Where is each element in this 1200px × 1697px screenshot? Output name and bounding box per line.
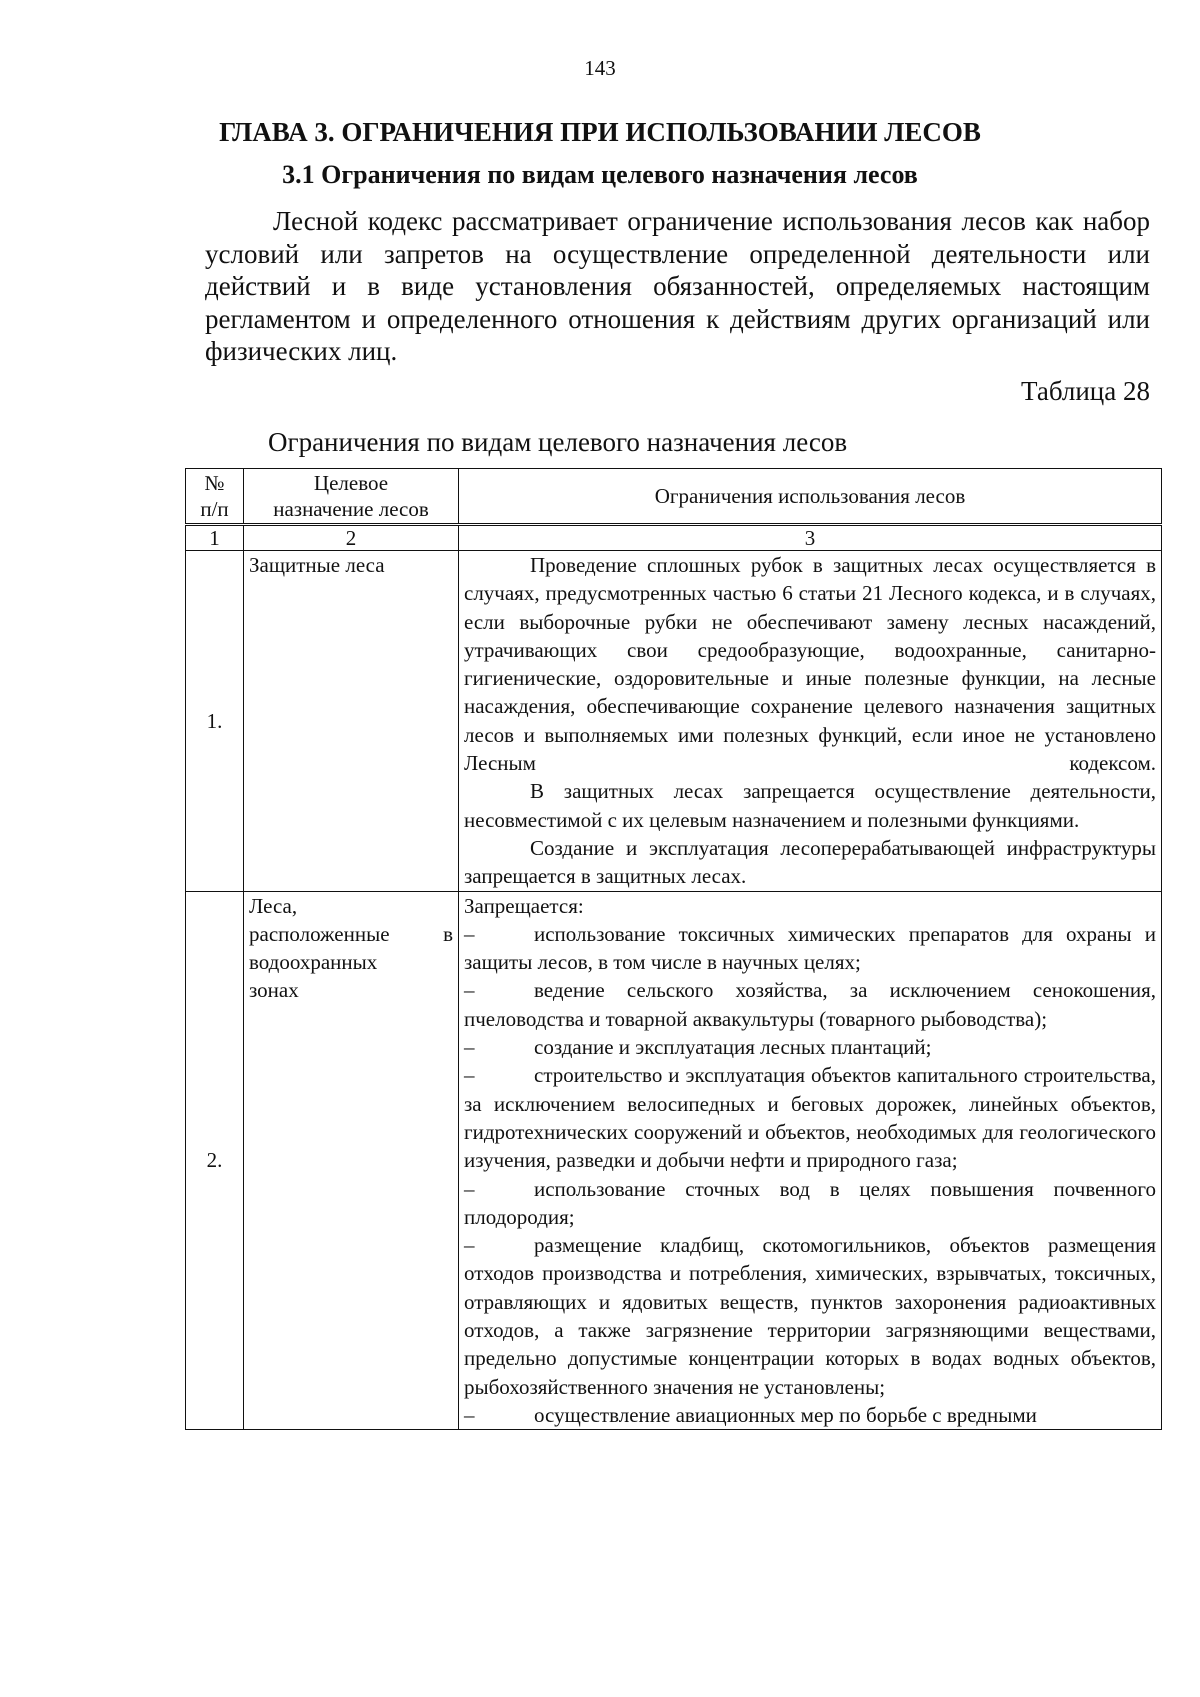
dash-marker: – [464, 921, 475, 946]
table-row [186, 891, 1162, 1430]
column-number-row [186, 525, 1162, 551]
restriction-item-text: осуществление авиационных мер по борьбе с вредными [534, 1402, 1037, 1427]
restriction-paragraph: Проведение сплошных рубок в защитных лесах осуществляется в случаях, предусмотренных частью 6 статьи 21 Лесного кодекса, и в случаях, если выборочные рубки не обеспечивают замену лесных насаждений, утрачивающих свои средообразующие, водоохранные, санитарно-гигиенические, оздоровительные и иные полезные функции, на лесные насаждения, обеспечивающие сохранение целевого назначения защитных лесов и выполняемых ими полезных функций, если иное не установлено Лесным кодексом. [464, 553, 1156, 776]
purpose-line: Леса, [249, 893, 298, 918]
restriction-paragraph: Создание и эксплуатация лесоперерабатывающей инфраструктуры запрещается в защитных лесах. [464, 835, 1156, 889]
row-number: 2. [186, 891, 244, 1430]
table-number: Таблица 28 [1021, 376, 1150, 406]
table-caption: Ограничения по видам целевого назначения лесов [268, 427, 848, 457]
purpose-line: водоохранных [249, 950, 378, 975]
intro-paragraph: Лесной кодекс рассматривает ограничение использования лесов как набор условий или запретов на осуществление определенной деятельности или действий и в виде установления обязанностей, определяемых настоящим регламентом и определенного отношения к действиям других организаций или физических лиц. [205, 206, 1150, 366]
header-purpose-line2: назначение лесов [273, 497, 429, 521]
header-num [186, 469, 244, 525]
row-purpose: Защитные леса [244, 551, 459, 892]
restriction-item-text: использование токсичных химических препаратов для охраны и защиты лесов, в том числе в научных целях; [464, 921, 1156, 975]
dash-marker: – [464, 1176, 475, 1201]
row-number: 1. [186, 551, 244, 892]
restriction-intro: Запрещается: [464, 893, 584, 918]
header-num-line1: № [204, 471, 225, 495]
restriction-item-text: ведение сельского хозяйства, за исключением сенокошения, пчеловодства и товарной аквакультуры (товарного рыбоводства); [464, 978, 1156, 1031]
restrictions-table [185, 468, 1162, 1430]
chapter-title: ГЛАВА 3. ОГРАНИЧЕНИЯ ПРИ ИСПОЛЬЗОВАНИИ ЛЕСОВ [219, 117, 981, 147]
dash-marker: – [464, 1233, 475, 1258]
page-number: 143 [584, 56, 616, 80]
restriction-item [464, 1401, 1156, 1429]
restriction-item [464, 1033, 1156, 1061]
purpose-line: зонах [249, 978, 299, 1003]
restriction-item [464, 1175, 1156, 1232]
restriction-item-text: использование сточных вод в целях повышения почвенного плодородия; [464, 1176, 1156, 1229]
row-restrictions [459, 891, 1162, 1430]
dash-marker: – [464, 1402, 475, 1427]
restriction-item [464, 1231, 1156, 1401]
column-number-3: 3 [459, 525, 1162, 551]
table-header-row [186, 469, 1162, 525]
restriction-item [464, 1061, 1156, 1174]
restriction-item [464, 976, 1156, 1033]
restriction-list [464, 920, 1156, 1429]
header-num-line2: п/п [200, 497, 229, 521]
page-bottom-margin [0, 1574, 1200, 1697]
header-purpose-line1: Целевое [313, 471, 389, 495]
dash-marker: – [464, 978, 475, 1003]
restriction-item-text: строительство и эксплуатация объектов капитального строительства, за исключением велосипедных и беговых дорожек, линейных объектов, гидротехнических сооружений и объектов, необходимых для геологического изучения, разведки и добычи нефти и природного газа; [464, 1063, 1156, 1173]
dash-marker: – [464, 1035, 475, 1060]
row-purpose [244, 891, 459, 1430]
header-purpose [244, 469, 459, 525]
column-number-1: 1 [186, 525, 244, 551]
purpose-line: расположенные в [249, 921, 453, 946]
restriction-paragraph: В защитных лесах запрещается осуществление деятельности, несовместимой с их целевым назначением и полезными функциями. [464, 779, 1156, 832]
header-restrictions: Ограничения использования лесов [459, 469, 1162, 525]
column-number-2: 2 [244, 525, 459, 551]
dash-marker: – [464, 1063, 475, 1088]
restriction-item-text: создание и эксплуатация лесных плантаций; [534, 1035, 932, 1060]
table-row [186, 551, 1162, 892]
section-title: 3.1 Ограничения по видам целевого назначения лесов [282, 160, 918, 189]
restriction-item-text: размещение кладбищ, скотомогильников, объектов размещения отходов производства и потребления, химических, взрывчатых, токсичных, отравляющих и ядовитых веществ, пунктов захоронения радиоактивных отходов, а также загрязнение территории загрязняющими веществами, предельно допустимые концентрации которых в водах водных объектов, рыбохозяйственного значения не установлены; [464, 1233, 1156, 1399]
restriction-item [464, 920, 1156, 977]
row-restrictions [459, 551, 1162, 892]
